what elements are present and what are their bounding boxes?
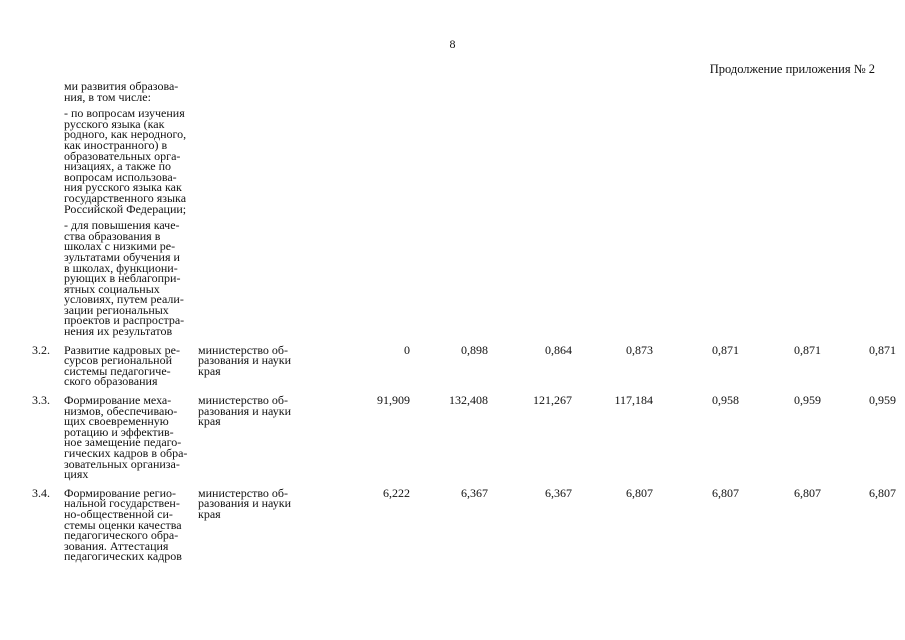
value-cell: 6,367 <box>545 485 572 500</box>
continued-text-item-1: - по вопросам изучения русского языка (как родного, как неродного, как иностранного) в образовательных орга- низациях, а также по вопросам использова- ния русского языка как государственного языка Российской Федерации; <box>64 106 187 216</box>
continued-text-intro: ми развития образова- ния, в том числе: <box>64 79 179 104</box>
value-cell: 121,267 <box>533 393 572 408</box>
value-cell: 91,909 <box>377 393 410 408</box>
value-cell: 0,958 <box>712 393 739 408</box>
activity-name: Формирование меха- низмов, обеспечиваю- щих своевременную ротацию и эффектив- ное замещение педаго- гических кадров в обра- зовательных организа- циях <box>64 393 188 482</box>
value-cell: 117,184 <box>614 393 653 408</box>
value-cell: 6,367 <box>461 485 488 500</box>
row-number: 3.2. <box>32 342 50 357</box>
value-cell: 6,807 <box>626 485 653 500</box>
program-table <box>32 79 896 564</box>
table-row-3-2 <box>32 342 896 389</box>
value-cell: 6,807 <box>869 485 896 500</box>
continued-text-item-2: - для повышения каче- ства образования в школах с низкими ре- зультатами обучения и в школах, функциони- рующих в неблагопри- ятных социальных условиях, путем реали- зации региональных проектов и распростра- нения их результатов <box>64 218 185 339</box>
value-cell: 6,807 <box>794 485 821 500</box>
value-cell: 0,871 <box>869 342 896 357</box>
value-cell: 0,864 <box>545 342 572 357</box>
value-cell: 0,871 <box>712 342 739 357</box>
table-row-3-3 <box>32 393 896 482</box>
value-cell: 0,959 <box>794 393 821 408</box>
value-cell: 0,959 <box>869 393 896 408</box>
activity-name: Формирование регио- нальной государствен- но-общественной си- стемы оценки качества педагогического обра- зования. Аттестация педагогических кадров <box>64 485 182 564</box>
value-cell: 0,873 <box>626 342 653 357</box>
value-cell: 132,408 <box>449 393 488 408</box>
continued-row-item-1 <box>32 108 877 214</box>
value-cell: 6,222 <box>383 485 410 500</box>
responsible-executor: министерство об- разования и науки края <box>198 342 292 378</box>
value-cell: 0 <box>404 342 410 357</box>
responsible-executor: министерство об- разования и науки края <box>198 393 292 429</box>
activity-name: Развитие кадровых ре- сурсов региональной системы педагогиче- ского образования <box>64 342 180 389</box>
continuation-heading: Продолжение приложения № 2 <box>709 62 875 76</box>
value-cell: 0,871 <box>794 342 821 357</box>
continued-row-intro <box>32 81 877 102</box>
row-number: 3.3. <box>32 393 50 408</box>
table-row-3-4 <box>32 485 896 564</box>
row-number: 3.4. <box>32 485 50 500</box>
responsible-executor: министерство об- разования и науки края <box>198 485 292 521</box>
page-number: 8 <box>449 37 456 51</box>
value-cell: 6,807 <box>712 485 739 500</box>
continued-row-item-2 <box>32 220 877 337</box>
value-cell: 0,898 <box>461 342 488 357</box>
